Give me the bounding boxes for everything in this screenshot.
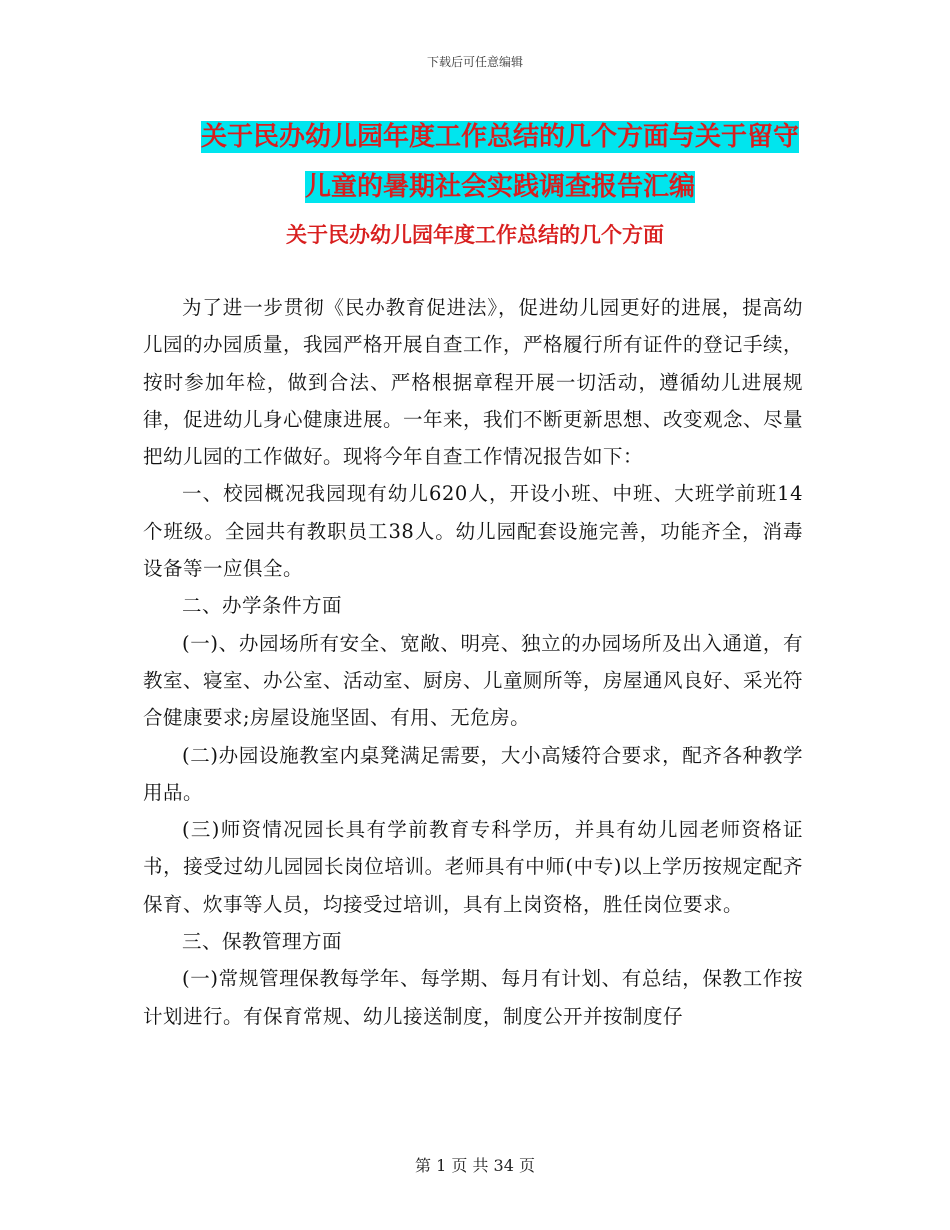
paragraph: 二、办学条件方面 [182, 594, 343, 618]
page-header-note: 下载后可任意编辑 [426, 55, 523, 69]
paragraph: 三、保教管理方面 [182, 930, 343, 954]
paragraph: (三)师资情况园长具有学前教育专科学历，并具有幼儿园老师资格证书，接受过幼儿园园长岗位培训。老师具有中师(中专)以上学历按规定配齐保育、炊事等人员，均接受过培训，具有上岗资格，胜任岗位要求。 [143, 818, 803, 916]
paragraph: (一)、办园场所有安全、宽敞、明亮、独立的办园场所及出入通道，有教室、寝室、办公室、活动室、厨房、儿童厕所等，房屋通风良好、采光符合健康要求;房屋设施坚固、有用、无危房。 [143, 631, 804, 730]
paragraph: 一、校园概况我园现有幼儿620人，开设小班、中班、大班学前班14个班级。全园共有教职员工38人。幼儿园配套设施完善，功能齐全，消毒设备等一应俱全。 [143, 482, 803, 581]
paragraph: (一)常规管理保教每学年、每学期、每月有计划、有总结，保教工作按计划进行。有保育常规、幼儿接送制度，制度公开并按制度仔 [143, 967, 803, 1028]
document-title-line-1: 关于民办幼儿园年度工作总结的几个方面与关于留守 [200, 122, 799, 152]
paragraph: (二)办园设施教室内桌凳满足需要，大小高矮符合要求，配齐各种教学用品。 [143, 743, 803, 804]
section-title: 关于民办幼儿园年度工作总结的几个方面 [286, 223, 664, 247]
page-number-footer: 第 1 页 共 34 页 [415, 1156, 535, 1175]
document-title [150, 112, 850, 212]
document-title-line-2: 儿童的暑期社会实践调查报告汇编 [304, 172, 695, 202]
document-body [143, 289, 803, 1035]
paragraph: 为了进一步贯彻《民办教育促进法》，促进幼儿园更好的进展，提高幼儿园的办园质量，我园严格开展自查工作，严格履行所有证件的登记手续，按时参加年检，做到合法、严格根据章程开展一切活动，遵循幼儿进展规律，促进幼儿身心健康进展。一年来，我们不断更新思想、改变观念、尽量把幼儿园的工作做好。现将今年自查工作情况报告如下： [143, 296, 804, 469]
